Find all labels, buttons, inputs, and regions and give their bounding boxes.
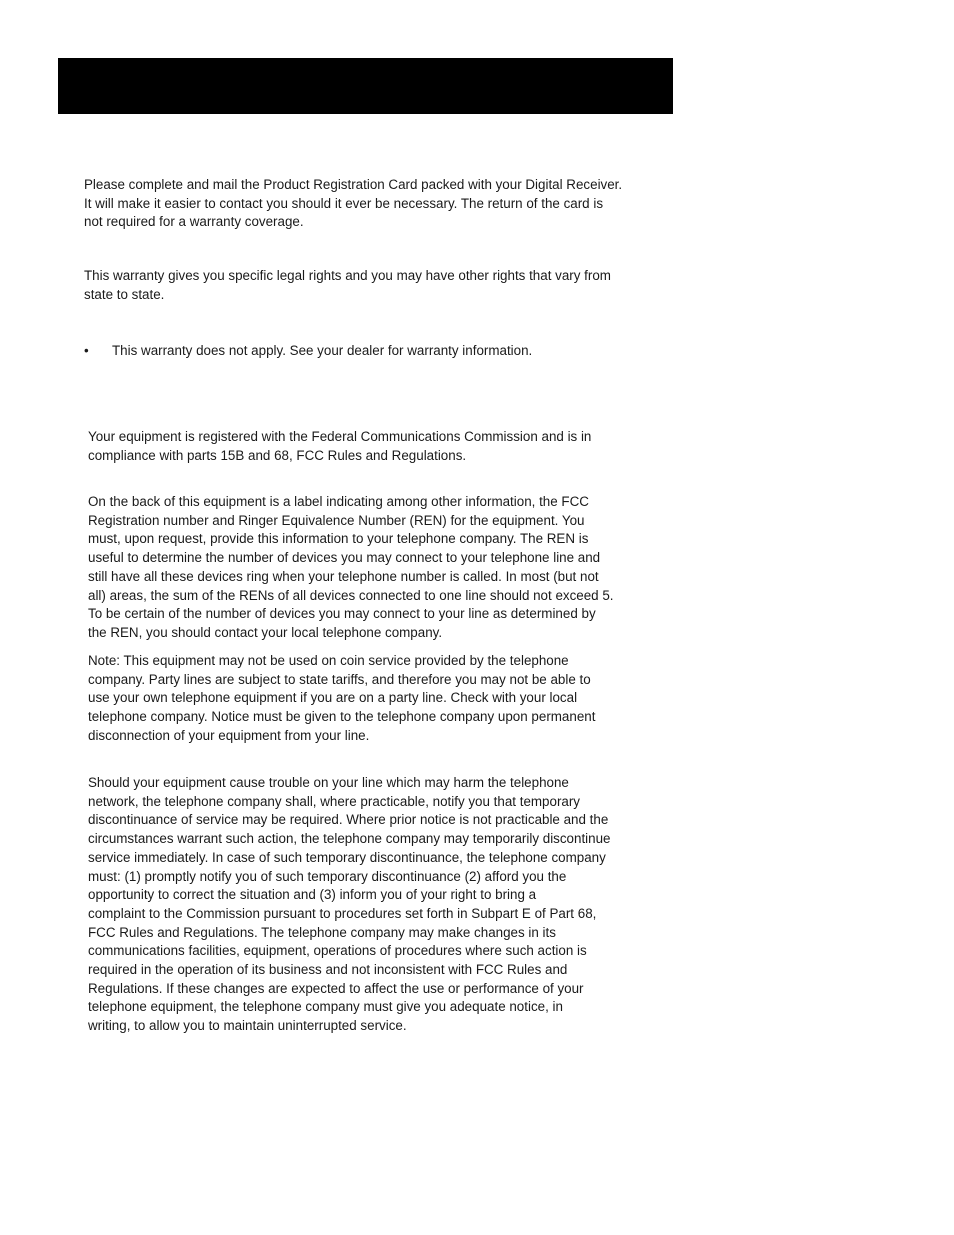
text-line: service immediately. In case of such temporary discontinuance, the telephone company — [88, 849, 606, 865]
fcc-registered-paragraph — [88, 428, 591, 465]
text-line: state to state. — [84, 286, 165, 302]
text-line: must: (1) promptly notify you of such temporary discontinuance (2) afford you the — [88, 868, 567, 884]
text-line: communications facilities, equipment, operations of procedures where such action is — [88, 943, 587, 959]
text-line: Regulations. If these changes are expected to affect the use or performance of your — [88, 980, 584, 996]
fcc-trouble-paragraph — [88, 774, 611, 1036]
text-line: still have all these devices ring when your telephone number is called. In most (but not — [88, 568, 599, 584]
text-line: writing, to allow you to maintain uninterrupted service. — [88, 1018, 407, 1034]
text-line: This warranty gives you specific legal rights and you may have other rights that vary from — [84, 268, 611, 283]
text-line: all) areas, the sum of the RENs of all devices connected to one line should not exceed 5. — [88, 587, 614, 603]
text-line: use your own telephone equipment if you are on a party line. Check with your local — [88, 690, 578, 706]
text-line: opportunity to correct the situation and (3) inform you of your right to bring a — [88, 887, 537, 903]
text-line: company. Party lines are subject to state tariffs, and therefore you may not be able to — [88, 671, 591, 687]
text-line: Your equipment is registered with the Federal Communications Commission and is in — [88, 429, 592, 444]
text-line: Note: This equipment may not be used on coin service provided by the telephone — [88, 653, 569, 668]
text-line: complaint to the Commission pursuant to procedures set forth in Subpart E of Part 68, — [88, 905, 597, 921]
text-line: It will make it easier to contact you should it ever be necessary. The return of the card is — [84, 195, 604, 211]
text-line: not required for a warranty coverage. — [84, 214, 304, 230]
text-line: disconnection of your equipment from your line. — [88, 727, 370, 743]
bullet-icon: • — [84, 343, 89, 358]
text-line: Should your equipment cause trouble on your line which may harm the telephone — [88, 775, 569, 790]
text-line: compliance with parts 15B and 68, FCC Rules and Regulations. — [88, 447, 467, 463]
text-line: telephone equipment, the telephone company must give you adequate notice, in — [88, 999, 563, 1015]
text-line: On the back of this equipment is a label indicating among other information, the FCC — [88, 494, 589, 509]
text-line: To be certain of the number of devices you may connect to your line as determined by — [88, 606, 596, 622]
registration-paragraph — [84, 176, 622, 232]
text-line: must, upon request, provide this information to your telephone company. The REN is — [88, 531, 589, 547]
bullet-text: This warranty does not apply. See your dealer for warranty information. — [112, 343, 533, 358]
text-line: telephone company. Notice must be given to the telephone company upon permanent — [88, 709, 596, 725]
text-line: network, the telephone company shall, where practicable, notify you that temporary — [88, 793, 581, 809]
text-line: FCC Rules and Regulations. The telephone company may make changes in its — [88, 924, 556, 940]
text-line: circumstances warrant such action, the telephone company may temporarily discontinue — [88, 831, 611, 847]
text-line: useful to determine the number of devices you may connect to your telephone line and — [88, 550, 601, 566]
rights-paragraph — [84, 267, 611, 304]
header-bar — [58, 58, 673, 114]
text-line: Registration number and Ringer Equivalence Number (REN) for the equipment. You — [88, 512, 585, 528]
text-line: required in the operation of its business and not inconsistent with FCC Rules and — [88, 962, 568, 978]
text-line: the REN, you should contact your local telephone company. — [88, 624, 443, 640]
fcc-note-paragraph — [88, 652, 595, 746]
fcc-label-paragraph — [88, 493, 614, 643]
text-line: discontinuance of service may be required. Where prior notice is not practicable and the — [88, 812, 609, 828]
text-line: Please complete and mail the Product Registration Card packed with your Digital Receiver. — [84, 177, 623, 192]
